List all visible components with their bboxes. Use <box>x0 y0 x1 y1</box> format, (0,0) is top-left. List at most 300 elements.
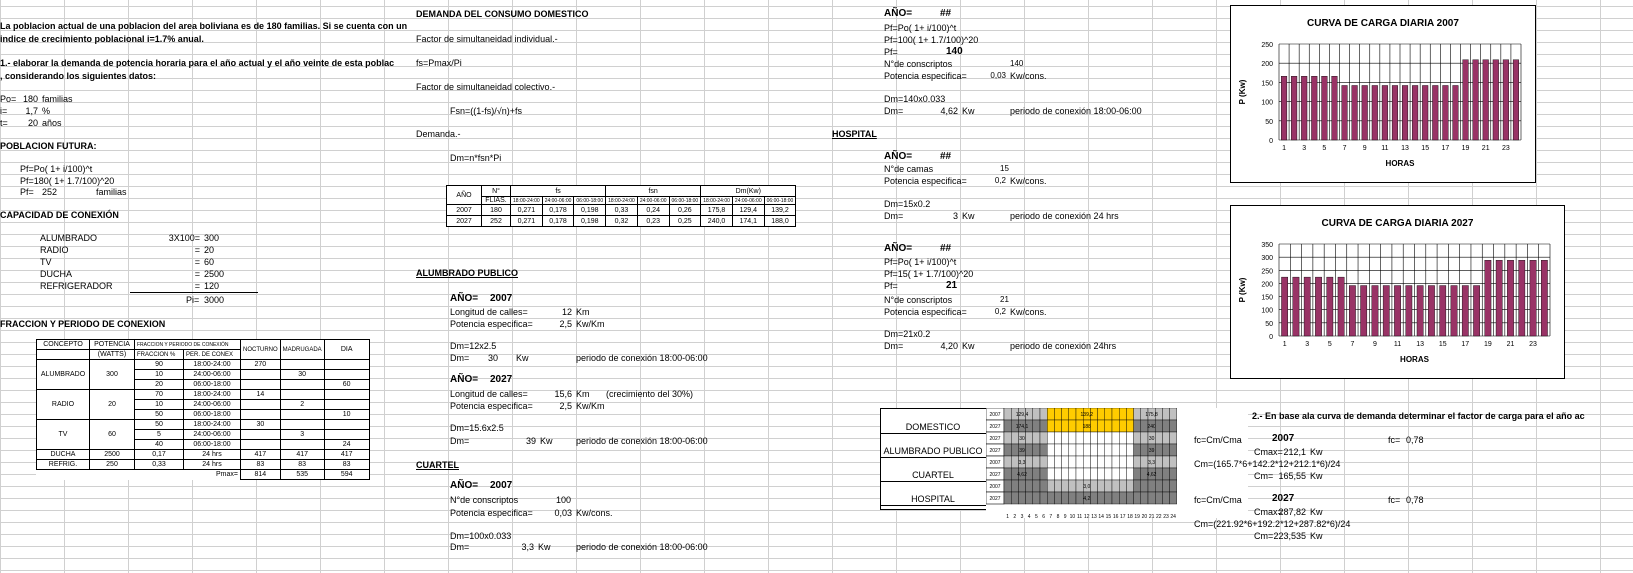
dgrid-cell <box>1069 408 1076 420</box>
dgrid-cell <box>1047 456 1054 468</box>
table-row <box>37 390 370 400</box>
x-tick-label: 5 <box>1327 341 1332 348</box>
bar <box>1428 286 1434 336</box>
cell: 10 <box>135 370 184 380</box>
alum-ano-label2: AÑO= <box>450 374 479 385</box>
y-tick-label: 200 <box>1261 61 1273 69</box>
c3-kw: Kw <box>962 106 975 116</box>
alum-long-val: 12 <box>561 307 572 317</box>
bar <box>1541 260 1547 336</box>
cuartel-ano-label: AÑO= <box>450 480 479 491</box>
dgrid-cell <box>1134 480 1141 492</box>
dgrid-cell <box>1011 456 1018 468</box>
dm-formula: Dm=n*fsn*Pi <box>450 153 502 163</box>
cell: REFRIG. <box>37 460 90 470</box>
dgrid-cell <box>1033 492 1040 504</box>
cap-item-value: 20 <box>204 245 215 255</box>
dgrid-cell <box>1090 456 1097 468</box>
dgrid-cell <box>1126 408 1133 420</box>
cell: 0,198 <box>574 205 606 216</box>
bar <box>1451 286 1457 336</box>
x-tick-label: 11 <box>1381 145 1389 152</box>
q2-cm-val1: 165,55 <box>1278 471 1306 481</box>
cell <box>324 400 369 410</box>
dgrid-cell <box>1047 468 1054 480</box>
fs-formula: fs=Pmax/Pi <box>416 58 462 68</box>
x-tick-label: 19 <box>1483 341 1492 348</box>
chart-title: CURVA DE CARGA DIARIA 2007 <box>1307 18 1459 29</box>
dgrid-value: 30 <box>1148 436 1155 442</box>
cap-item-factor: = <box>194 245 200 255</box>
bar <box>1432 85 1438 140</box>
cell: 180 <box>482 205 511 216</box>
alum-dm-val2: 39 <box>525 436 536 446</box>
dgrid-cell <box>1083 432 1090 444</box>
bar <box>1453 85 1459 140</box>
cell: 18:00-24:00 <box>184 360 241 370</box>
cell: 20 <box>135 380 184 390</box>
cuartel-kwcons: Kw/cons. <box>576 508 613 518</box>
dgrid-cell <box>1098 408 1105 420</box>
dgrid-cell <box>1004 468 1011 480</box>
dgrid-cell <box>1076 432 1083 444</box>
bar <box>1291 76 1297 140</box>
cell: 417 <box>324 450 369 460</box>
dgrid-value: 3,0 <box>1083 484 1091 490</box>
cell <box>280 360 324 370</box>
fraccion-table <box>36 339 370 480</box>
bar <box>1301 76 1307 140</box>
demanda-label: Demanda.- <box>416 129 461 139</box>
cell-potencia: 60 <box>90 420 135 450</box>
bar <box>1412 85 1418 140</box>
bar <box>1372 85 1378 140</box>
dgrid-hour: 18 <box>1127 514 1133 518</box>
sum-line <box>130 292 258 293</box>
dgrid-sep <box>881 481 987 482</box>
dgrid-cell <box>1018 492 1025 504</box>
cell: 175,8 <box>701 205 733 216</box>
dgrid-cell <box>1054 432 1061 444</box>
bar <box>1519 260 1525 336</box>
dgrid-year: 2027 <box>989 448 1001 454</box>
dgrid-hour: 21 <box>1148 514 1155 518</box>
dgrid-cell <box>1098 480 1105 492</box>
bar <box>1338 277 1344 336</box>
alum-dm-label2: Dm= <box>450 436 470 446</box>
c3-dm-val: 4,62 <box>940 106 958 116</box>
cell: 83 <box>241 460 281 470</box>
hosp-dm-label: Dm= <box>884 211 904 221</box>
cell: 0,178 <box>542 216 574 227</box>
dgrid-row-label: ALUMBRADO PUBLICO <box>883 446 983 456</box>
dgrid-cell <box>1047 420 1054 432</box>
dgrid-cell <box>1119 492 1126 504</box>
c3-pf-formula: Pf=Po( 1+ i/100)^t <box>884 23 957 33</box>
cell: 2500 <box>90 450 135 460</box>
chart-2027-svg <box>1231 206 1564 378</box>
hosp2-kw: Kw <box>962 341 975 351</box>
bar <box>1382 85 1388 140</box>
x-tick-label: 1 <box>1282 341 1287 348</box>
dgrid-cell <box>1162 408 1169 420</box>
q2-cm-label2: Cm= <box>1254 531 1274 541</box>
dgrid-cell <box>1119 420 1126 432</box>
bar <box>1332 76 1338 140</box>
dgrid-cell <box>1076 456 1083 468</box>
cell <box>241 430 281 440</box>
cell: 250 <box>90 460 135 470</box>
dgrid-cell <box>1090 480 1097 492</box>
dgrid-cell <box>1004 492 1011 504</box>
hosp2-ncons-val: 21 <box>1000 295 1009 304</box>
table-row <box>37 460 370 470</box>
cell <box>324 390 369 400</box>
bar <box>1311 76 1317 140</box>
pmax-value: 814 <box>241 470 281 480</box>
po-label: Po= <box>0 94 17 104</box>
chart-title: CURVA DE CARGA DIARIA 2027 <box>1321 218 1474 229</box>
dgrid-cell <box>1098 492 1105 504</box>
dgrid-cell <box>1162 420 1169 432</box>
q2-kw4: Kw <box>1310 531 1323 541</box>
dgrid-cell <box>1062 480 1069 492</box>
cell-potencia: 300 <box>90 360 135 390</box>
cell <box>241 380 281 390</box>
dgrid-cell <box>1170 432 1177 444</box>
cell <box>280 410 324 420</box>
cell: 24 hrs <box>184 460 241 470</box>
alum-periodo2: periodo de conexión 18:00-06:00 <box>576 436 708 446</box>
dgrid-value: 188 <box>1082 424 1091 430</box>
cell-potencia: 20 <box>90 390 135 420</box>
hosp-ano-val: ## <box>940 151 952 162</box>
dgrid-cell <box>1033 408 1040 420</box>
bar <box>1485 260 1491 336</box>
cell: 0,32 <box>606 216 638 227</box>
dgrid-cell <box>1119 468 1126 480</box>
q2-cmax-label2: Cmax= <box>1254 507 1283 517</box>
q2-kw3: Kw <box>1310 507 1323 517</box>
bar <box>1327 277 1333 336</box>
q2-cm-label1: Cm= <box>1254 471 1274 481</box>
hosp-ano-label: AÑO= <box>884 151 913 162</box>
dgrid-hour: 3 <box>1020 514 1024 518</box>
cuartel-title: CUARTEL <box>416 460 459 470</box>
x-tick-label: 23 <box>1501 145 1510 152</box>
dgrid-value: 4,62 <box>1146 472 1157 478</box>
dgrid-cell <box>1062 432 1069 444</box>
dgrid-cell <box>1011 480 1018 492</box>
h-period: 24:00-06:00 <box>542 197 574 205</box>
y-axis-label: P (Kw) <box>1238 277 1247 303</box>
h-period: 18:00-24:00 <box>511 197 543 205</box>
q2-fc-formula2: fc=Cm/Cma <box>1194 495 1242 505</box>
q2-cm-formula1: Cm=(165.7*6+142.2*12+212.1*6)/24 <box>1194 459 1341 469</box>
cell: 0,25 <box>669 216 701 227</box>
dgrid-year: 2027 <box>989 472 1001 478</box>
dgrid-cell <box>1162 492 1169 504</box>
dgrid-cell <box>1047 492 1054 504</box>
col-madrugada: MADRUGADA <box>280 340 324 360</box>
cell: DUCHA <box>37 450 90 460</box>
dgrid-cell <box>1162 432 1169 444</box>
dgrid-year: 2007 <box>989 484 1001 490</box>
alum-dm-label1: Dm= <box>450 353 470 363</box>
cell: 252 <box>482 216 511 227</box>
cell: 24 hrs <box>184 450 241 460</box>
dgrid-cell <box>1155 480 1162 492</box>
bar <box>1383 286 1389 336</box>
bar <box>1503 60 1509 140</box>
fsn-formula: Fsn=((1-fs)/√n)+fs <box>450 106 522 116</box>
bar <box>1361 286 1367 336</box>
dgrid-cell <box>1054 456 1061 468</box>
table-row <box>37 420 370 430</box>
y-tick-label: 250 <box>1261 42 1273 49</box>
hosp2-dm-val: 4,20 <box>940 341 958 351</box>
po-unit: familias <box>42 94 73 104</box>
h-fs: fs <box>511 186 606 197</box>
dgrid-cell <box>1141 456 1148 468</box>
col-fraccion: FRACCION % <box>135 350 184 360</box>
cap-item-factor: = <box>194 257 200 267</box>
x-tick-label: 5 <box>1322 145 1327 152</box>
po-value: 180 <box>22 94 38 104</box>
h-period: 24:00-06:00 <box>732 197 764 205</box>
c3-ano1-label: AÑO= <box>884 8 913 19</box>
dgrid-cell <box>1170 408 1177 420</box>
alumbrado-title: ALUMBRADO PUBLICO <box>416 268 518 278</box>
hospital-title: HOSPITAL <box>832 129 877 139</box>
dgrid-cell <box>1047 480 1054 492</box>
alum-kw-unit2: Kw <box>540 436 553 446</box>
cell: 0,33 <box>606 205 638 216</box>
dgrid-cell <box>1047 432 1054 444</box>
bar <box>1473 286 1479 336</box>
capacidad-title: CAPACIDAD DE CONEXIÓN <box>0 210 119 220</box>
bar <box>1530 260 1536 336</box>
dgrid-hour: 10 <box>1069 514 1076 518</box>
question1-line1: 1.- elaborar la demanda de potencia horaria para el año actual y el año veinte de esta poblac <box>0 58 395 68</box>
bar <box>1496 260 1502 336</box>
hosp2-periodo: periodo de conexión 24hrs <box>1010 341 1117 351</box>
dgrid-hour: 14 <box>1098 514 1104 518</box>
hosp-dm-val: 3 <box>952 211 958 221</box>
cell <box>324 360 369 370</box>
chart-2007 <box>1230 5 1536 183</box>
cuartel-pot-val: 0,03 <box>554 508 572 518</box>
dgrid-hour: 1 <box>1006 514 1009 518</box>
y-tick-label: 200 <box>1261 281 1273 289</box>
dgrid-cell <box>1134 408 1141 420</box>
hosp-kw: Kw <box>962 211 975 221</box>
pmax-label: Pmax= <box>216 471 238 479</box>
dgrid-value: 129,4 <box>1015 412 1029 418</box>
cell: 24 <box>324 440 369 450</box>
table-row <box>37 360 370 370</box>
t-value: 20 <box>27 118 38 128</box>
cell: 83 <box>324 460 369 470</box>
dgrid-cell <box>1105 420 1112 432</box>
pi-label: Pi= <box>186 295 200 305</box>
x-tick-label: 3 <box>1302 145 1307 152</box>
bar <box>1507 260 1513 336</box>
q2-cmax-val1: 212,1 <box>1283 447 1306 457</box>
alum-dm-formula2: Dm=15.6x2.5 <box>450 423 504 433</box>
x-tick-label: 17 <box>1461 341 1470 348</box>
cell: 0,26 <box>669 205 701 216</box>
pf-value: 252 <box>42 187 58 197</box>
dgrid-cell <box>1004 456 1011 468</box>
cell: 24:00-06:00 <box>184 430 241 440</box>
cell: 06:00-18:00 <box>184 440 241 450</box>
q2-cmax-val2: 287,82 <box>1278 507 1306 517</box>
cell <box>241 400 281 410</box>
h-period: 18:00-24:00 <box>606 197 638 205</box>
hosp2-ano-label: AÑO= <box>884 243 913 254</box>
h-period: 18:00-24:00 <box>701 197 733 205</box>
dgrid-value: 39 <box>1019 448 1025 454</box>
dgrid-hour: 15 <box>1105 514 1112 518</box>
dgrid-cell <box>1105 444 1112 456</box>
hosp2-pf-val: 21 <box>946 280 958 291</box>
y-tick-label: 150 <box>1261 294 1273 302</box>
h-ano: AÑO <box>447 186 482 205</box>
dgrid-cell <box>1162 480 1169 492</box>
dgrid-cell <box>1033 468 1040 480</box>
bar <box>1462 286 1468 336</box>
q2-cmax-label1: Cmax= <box>1254 447 1283 457</box>
table-row <box>447 216 796 227</box>
cap-item-factor: = <box>194 281 200 291</box>
dgrid-year: 2027 <box>989 496 1001 502</box>
dgrid-cell <box>1069 468 1076 480</box>
x-tick-label: 7 <box>1342 145 1347 152</box>
cuartel-kw: Kw <box>538 542 551 552</box>
alum-km-unit: Km <box>576 307 590 317</box>
cell-concepto: RADIO <box>37 390 90 420</box>
alum-periodo1: periodo de conexión 18:00-06:00 <box>576 353 708 363</box>
dgrid-cell <box>1004 408 1011 420</box>
bar <box>1443 85 1449 140</box>
dgrid-cell <box>1026 456 1033 468</box>
dgrid-cell <box>1155 444 1162 456</box>
cell <box>324 430 369 440</box>
chart-2007-svg <box>1231 6 1535 182</box>
q2-kw1: Kw <box>1310 447 1323 457</box>
cell: 0,271 <box>511 205 543 216</box>
cell: 24:00-06:00 <box>184 370 241 380</box>
dgrid-cell <box>1040 468 1047 480</box>
dgrid-cell <box>1112 468 1119 480</box>
dgrid-cell <box>1126 420 1133 432</box>
bar <box>1304 277 1310 336</box>
dgrid-hour: 8 <box>1056 514 1060 518</box>
dgrid-cell <box>1076 480 1083 492</box>
alum-km-unit2: Km <box>576 389 590 399</box>
cell: 0,17 <box>135 450 184 460</box>
dgrid-cell <box>1098 468 1105 480</box>
dgrid-hour: 20 <box>1141 514 1148 518</box>
cell: 06:00-18:00 <box>184 410 241 420</box>
hosp2-ano-val: ## <box>940 243 952 254</box>
hosp2-pot-val: 0,2 <box>994 307 1006 316</box>
dgrid-cell <box>1033 444 1040 456</box>
dgrid-cell <box>1090 468 1097 480</box>
bar <box>1372 286 1378 336</box>
intro-line2: indice de crecimiento poblacional i=1.7% anual. <box>0 34 204 44</box>
cell: 40 <box>135 440 184 450</box>
bar <box>1322 76 1328 140</box>
pf-label: Pf= <box>20 187 34 197</box>
x-tick-label: 21 <box>1481 145 1490 152</box>
q2-kw2: Kw <box>1310 471 1323 481</box>
bar <box>1342 85 1348 140</box>
cell <box>241 410 281 420</box>
cell: 0,271 <box>511 216 543 227</box>
c3-pot-label: Potencia especifica= <box>884 71 967 81</box>
dgrid-cell <box>1062 444 1069 456</box>
dgrid-row-label: HOSPITAL <box>911 494 955 504</box>
dgrid-year: 2007 <box>989 460 1001 466</box>
dgrid-value: 3,3 <box>1018 460 1026 466</box>
bar <box>1392 85 1398 140</box>
dgrid-cell <box>1119 456 1126 468</box>
alum-kw-unit1: Kw <box>516 353 529 363</box>
c3-pf-val: 140 <box>946 46 963 57</box>
dgrid-cell <box>1162 456 1169 468</box>
hosp-periodo: periodo de conexión 24 hrs <box>1010 211 1119 221</box>
dgrid-cell <box>1126 432 1133 444</box>
dgrid-cell <box>1119 432 1126 444</box>
dgrid-cell <box>1033 420 1040 432</box>
cap-item-name: ALUMBRADO <box>40 233 98 243</box>
pi-value: 3000 <box>204 295 225 305</box>
dgrid-cell <box>1040 444 1047 456</box>
c3-pf-subst: Pf=100( 1+ 1.7/100)^20 <box>884 35 979 45</box>
c3-dm-label: Dm= <box>884 106 904 116</box>
dgrid-cell <box>1098 432 1105 444</box>
cap-item-factor: 3X100= <box>168 233 200 243</box>
dgrid-value: 240 <box>1147 424 1156 430</box>
cell <box>324 370 369 380</box>
dgrid-value: 30 <box>1019 436 1025 442</box>
bar <box>1352 85 1358 140</box>
cell: 06:00-18:00 <box>184 380 241 390</box>
dgrid-cell <box>1054 468 1061 480</box>
cell-concepto: TV <box>37 420 90 450</box>
hosp-ncamas-label: N°de camas <box>884 164 934 174</box>
dgrid-cell <box>1141 432 1148 444</box>
y-axis-label: P (Kw) <box>1238 79 1247 105</box>
pmax-value: 535 <box>280 470 324 480</box>
dgrid-value: 175,8 <box>1145 412 1158 418</box>
dgrid-cell <box>1105 492 1112 504</box>
hosp2-pf-label: Pf= <box>884 281 898 291</box>
x-tick-label: 17 <box>1441 145 1450 152</box>
dgrid-cell <box>1054 444 1061 456</box>
dgrid-hour: 13 <box>1091 514 1097 518</box>
dgrid-cell <box>1105 456 1112 468</box>
dgrid-cell <box>1018 480 1025 492</box>
cell: 30 <box>241 420 281 430</box>
dgrid-cell <box>1004 432 1011 444</box>
x-tick-label: 1 <box>1282 145 1286 152</box>
h-period: 06:00-18:00 <box>669 197 701 205</box>
x-tick-label: 13 <box>1401 145 1409 152</box>
q2-fc-label2: fc= <box>1388 495 1401 505</box>
